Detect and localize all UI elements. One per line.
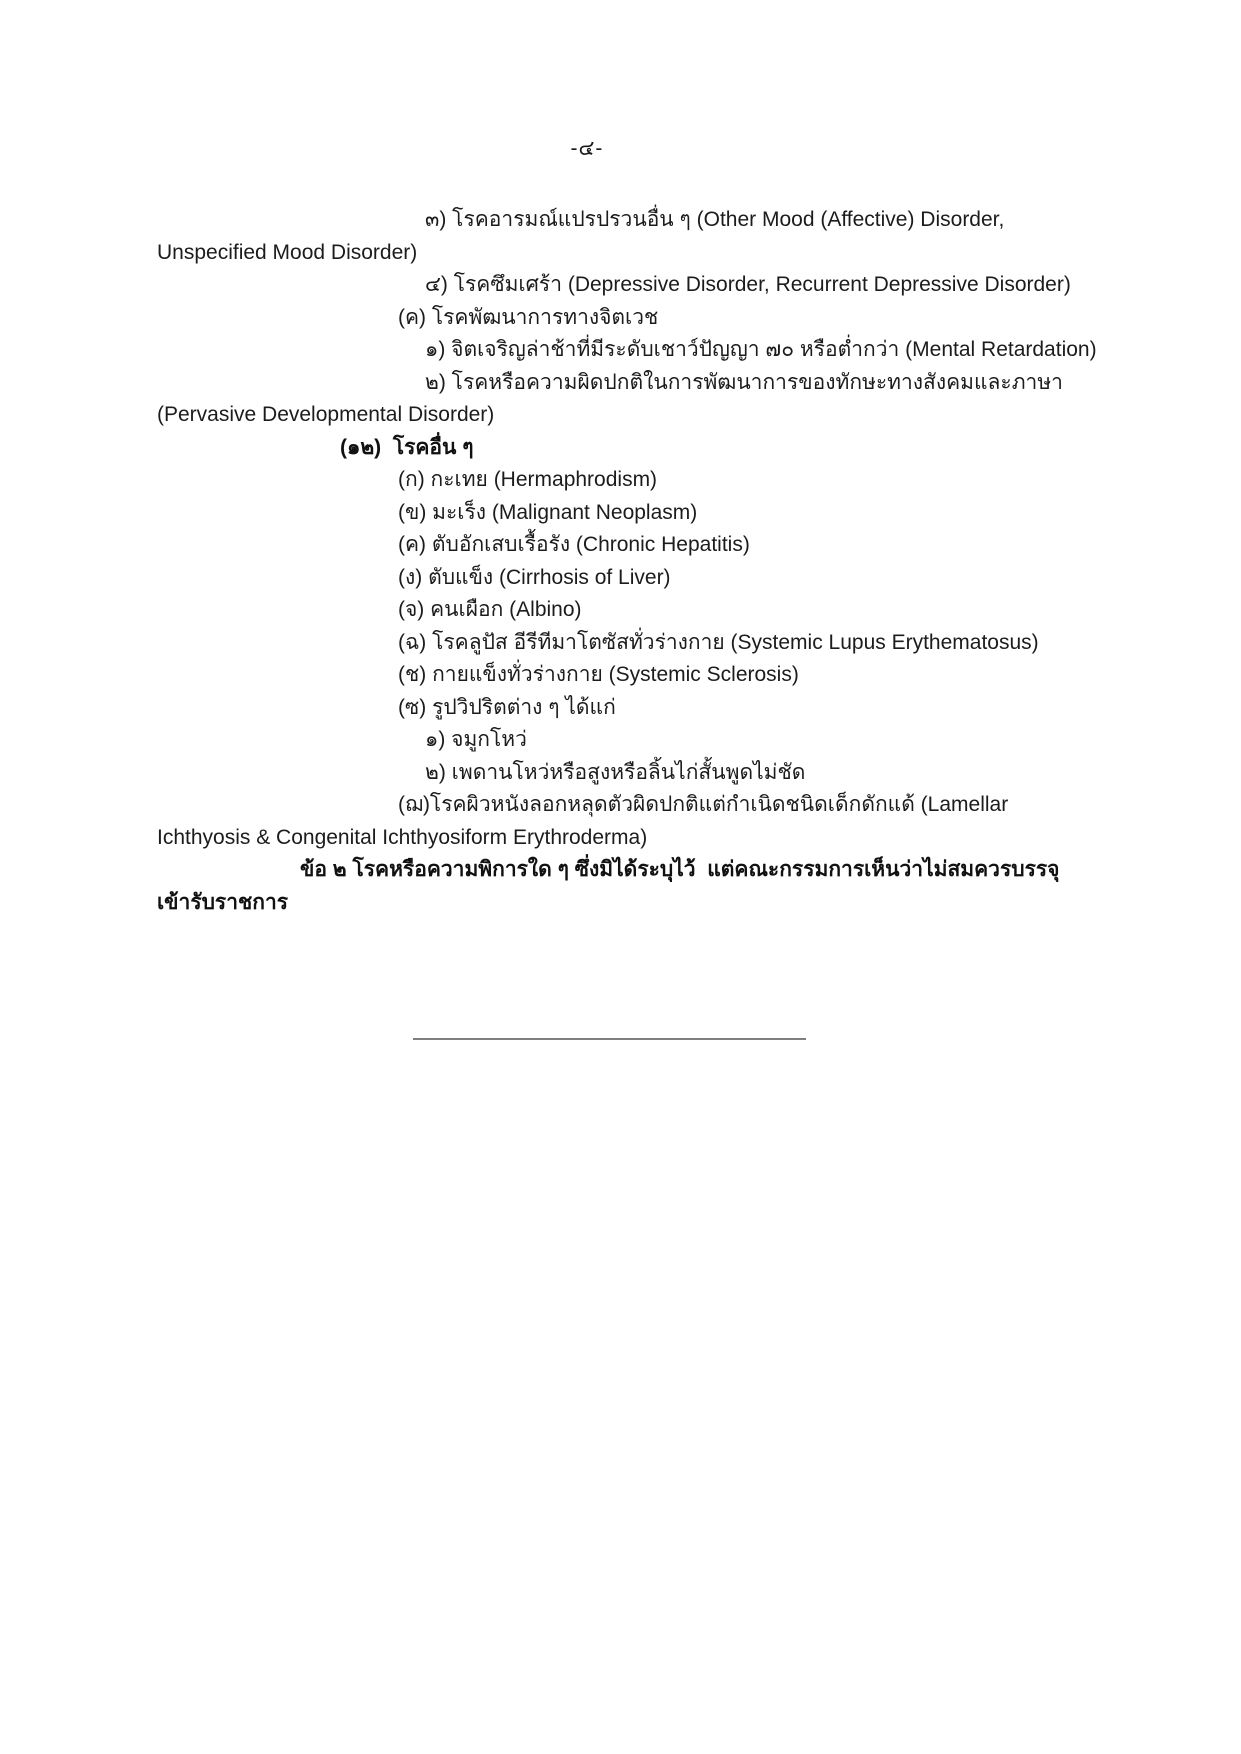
document-line: (ฌ)โรคผิวหนังลอกหลุดตัวผิดปกติแต่กำเนิดชนิดเด็กดักแด้ (Lamellar (398, 793, 1009, 816)
document-line: (ช) กายแข็งทั่วร่างกาย (Systemic Sclerosis) (398, 663, 799, 686)
document-body (157, 204, 1097, 919)
document-line: (Pervasive Developmental Disorder) (157, 403, 495, 426)
section-divider (413, 1038, 806, 1040)
document-line: ๓) โรคอารมณ์แปรปรวนอื่น ๆ (Other Mood (Affective) Disorder, (425, 208, 1005, 231)
document-line: (ฉ) โรคลูปัส อีรีทีมาโตซัสทั่วร่างกาย (Systemic Lupus Erythematosus) (398, 630, 1039, 654)
document-line: (ข) มะเร็ง (Malignant Neoplasm) (398, 500, 698, 524)
page-number: -๔- (570, 137, 604, 160)
document-line: (ค) โรคพัฒนาการทางจิตเวช (398, 305, 659, 329)
document-line: เข้ารับราชการ (157, 890, 289, 914)
document-line: (ง) ตับแข็ง (Cirrhosis of Liver) (398, 565, 671, 589)
document-line: (ค) ตับอักเสบเรื้อรัง (Chronic Hepatitis) (398, 533, 750, 556)
document-line: ๑) จมูกโหว่ (425, 728, 527, 751)
document-line: (ซ) รูปวิปริตต่าง ๆ ได้แก่ (398, 695, 616, 719)
document-line: ๒) เพดานโหว่หรือสูงหรือลิ้นไก่สั้นพูดไม่ชัด (425, 760, 806, 784)
document-line: ๑) จิตเจริญล่าช้าที่มีระดับเชาว์ปัญญา ๗๐ หรือต่ำกว่า (Mental Retardation) (425, 338, 1097, 361)
document-line: Unspecified Mood Disorder) (157, 240, 418, 264)
document-line: ข้อ ๒ โรคหรือความพิการใด ๆ ซึ่งมิได้ระบุไว้ แต่คณะกรรมการเห็นว่าไม่สมควรบรรจุ (300, 858, 1060, 881)
document-line: Ichthyosis & Congenital Ichthyosiform Erythroderma) (157, 825, 648, 849)
document-line: (จ) คนเผือก (Albino) (398, 598, 582, 621)
document-line: (ก) กะเทย (Hermaphrodism) (398, 468, 658, 491)
document-line: (๑๒) โรคอื่น ๆ (340, 435, 474, 459)
document-line: ๔) โรคซึมเศร้า (Depressive Disorder, Recurrent Depressive Disorder) (425, 273, 1071, 296)
document-line: ๒) โรคหรือความผิดปกติในการพัฒนาการของทักษะทางสังคมและภาษา (425, 370, 1063, 394)
